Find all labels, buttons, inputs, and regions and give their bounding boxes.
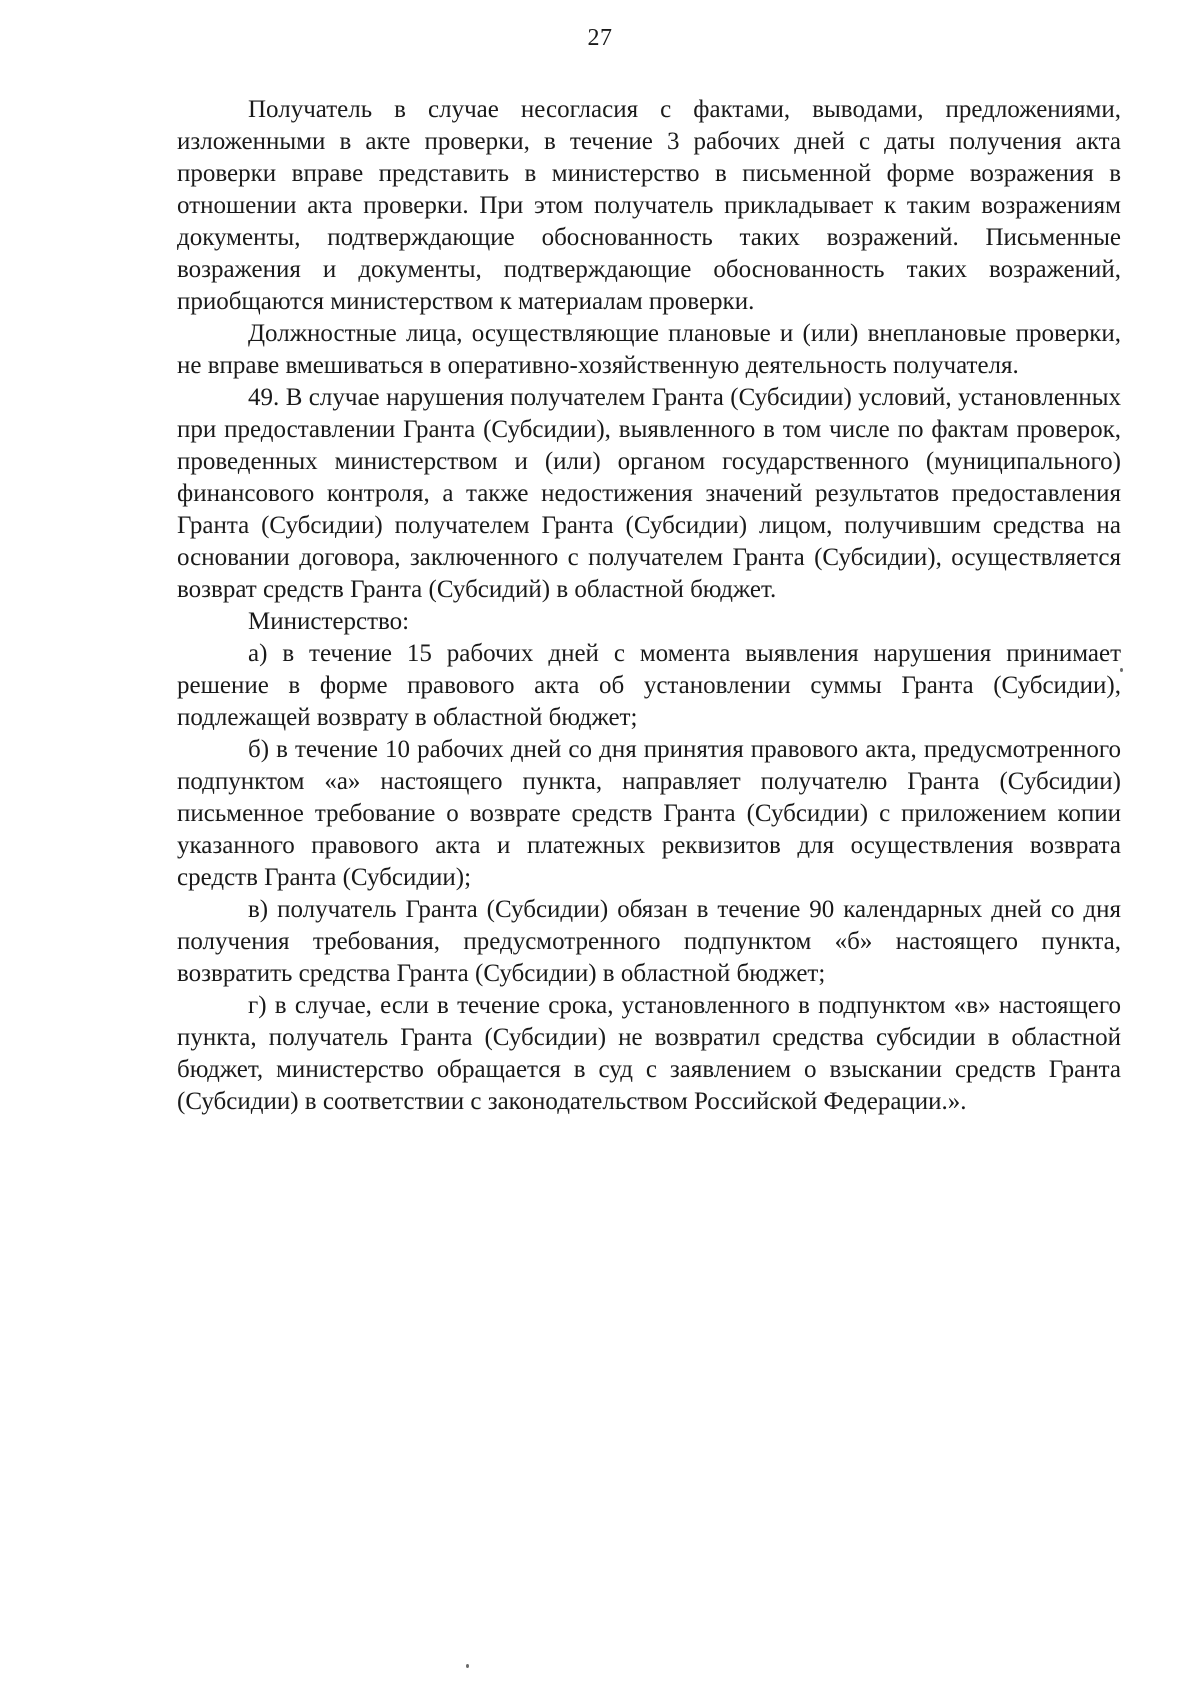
paragraph-subitem-g: г) в случае, если в течение срока, установленного в подпунктом «в» настоящего пункта, получатель Гранта (Субсидии) не возвратил средства субсидии в областной бюджет, министерство обращается в суд с заявлением о взыскании средств Гранта (Субсидии) в соответствии с законодательством Российской Федерации.». bbox=[177, 992, 1121, 1115]
paragraph-ministry: Министерство: bbox=[248, 608, 410, 635]
scan-speck bbox=[1120, 668, 1123, 672]
page-number: 27 bbox=[587, 25, 613, 51]
paragraph-subitem-a: а) в течение 15 рабочих дней с момента выявления нарушения принимает решение в форме правового акта об установлении суммы Гранта (Субсидии), подлежащей возврату в областной бюджет; bbox=[177, 640, 1121, 731]
paragraph-subitem-v: в) получатель Гранта (Субсидии) обязан в течение 90 календарных дней со дня получения требования, предусмотренного подпунктом «б» настоящего пункта, возвратить средства Гранта (Субсидии) в областной бюджет; bbox=[177, 896, 1121, 987]
document-body bbox=[177, 94, 1121, 1118]
paragraph-item-49: 49. В случае нарушения получателем Гранта (Субсидии) условий, установленных при предоставлении Гранта (Субсидии), выявленного в том числе по фактам проверок, проведенных министерством и (или) органом государственного (муниципального) финансового контроля, а также недостижения значений результатов предоставления Гранта (Субсидии) получателем Гранта (Субсидии) лицом, получившим средства на основании договора, заключенного с получателем Гранта (Субсидии), осуществляется возврат средств Гранта (Субсидий) в областной бюджет. bbox=[177, 384, 1121, 603]
paragraph-officials: Должностные лица, осуществляющие плановые и (или) внеплановые проверки, не вправе вмешиваться в оперативно-хозяйственную деятельность получателя. bbox=[177, 320, 1121, 379]
paragraph-objection: Получатель в случае несогласия с фактами, выводами, предложениями, изложенными в акте проверки, в течение 3 рабочих дней с даты получения акта проверки вправе представить в министерство в письменной форме возражения в отношении акта проверки. При этом получатель прикладывает к таким возражениям документы, подтверждающие обоснованность таких возражений. Письменные возражения и документы, подтверждающие обоснованность таких возражений, приобщаются министерством к материалам проверки. bbox=[177, 96, 1121, 315]
scan-speck bbox=[466, 1664, 469, 1668]
paragraph-subitem-b: б) в течение 10 рабочих дней со дня принятия правового акта, предусмотренного подпунктом «а» настоящего пункта, направляет получателю Гранта (Субсидии) письменное требование о возврате средств Гранта (Субсидии) с приложением копии указанного правового акта и платежных реквизитов для осуществления возврата средств Гранта (Субсидии); bbox=[177, 736, 1121, 891]
